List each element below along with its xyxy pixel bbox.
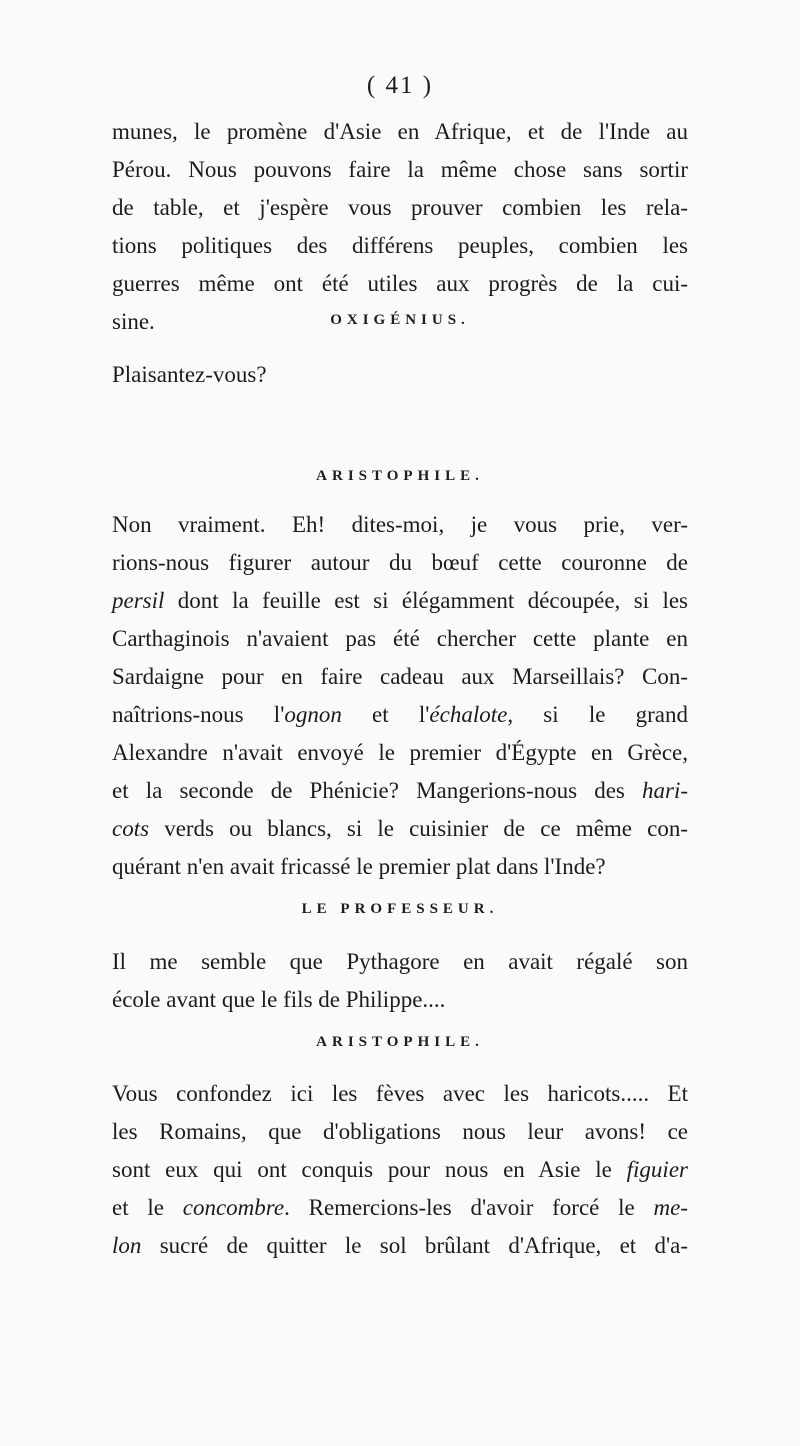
text-line: guerres même ont été utiles aux progrès de la cui-	[112, 271, 688, 296]
italic-term: échalote	[429, 702, 508, 727]
text-span: , si le grand	[507, 702, 688, 727]
text-line: les Romains, que d'obligations nous leur avons! ce	[112, 1119, 688, 1144]
text-line: Il me semble que Pythagore en avait régalé son	[112, 949, 688, 974]
italic-term: concombre	[182, 1195, 285, 1220]
text-line: école avant que le fils de Philippe....	[112, 987, 446, 1012]
text-line: Carthaginois n'avaient pas été chercher cette plante en	[112, 626, 688, 651]
paragraph-aristophile-2	[112, 1075, 688, 1265]
text-span: verds ou blancs, si le cuisinier de ce même con-	[149, 816, 688, 841]
paragraph-professeur	[112, 943, 688, 1019]
text-line	[112, 772, 688, 810]
text-span: naîtrions-nous l'	[112, 702, 285, 727]
page-number: ( 41 )	[366, 72, 434, 99]
text-line	[112, 582, 688, 620]
text-line: sine.	[112, 309, 155, 334]
paragraph-intro	[112, 113, 688, 341]
paragraph-oxigenius	[112, 356, 688, 394]
text-line	[112, 1189, 688, 1227]
speaker-name: LE PROFESSEUR.	[301, 901, 499, 917]
italic-term: lon	[112, 1233, 142, 1258]
text-span: sont eux qui ont conquis pour nous en Asie le	[112, 1157, 627, 1182]
italic-term: ognon	[284, 702, 342, 727]
text-line: munes, le promène d'Asie en Afrique, et de l'Inde au	[112, 119, 688, 144]
text-line	[112, 810, 688, 848]
text-line: rions-nous figurer autour du bœuf cette couronne de	[112, 550, 688, 575]
italic-term: cots	[112, 816, 150, 841]
italic-term: figuier	[626, 1157, 688, 1182]
text-span: et le	[112, 1195, 183, 1220]
speaker-name: OXIGÉNIUS.	[330, 312, 470, 328]
text-line	[112, 1227, 688, 1265]
text-line: quérant n'en avait fricassé le premier plat dans l'Inde?	[112, 854, 606, 879]
text-line: de table, et j'espère vous prouver combien les rela-	[112, 195, 688, 220]
italic-term: persil	[112, 588, 165, 613]
text-line: Sardaigne pour en faire cadeau aux Marseillais? Con-	[112, 664, 688, 689]
text-span: et l'	[341, 702, 430, 727]
text-line: Vous confondez ici les fèves avec les haricots..... Et	[112, 1081, 688, 1106]
text-span: . Remercions-les d'avoir forcé le	[284, 1195, 654, 1220]
text-span: dont la feuille est si élégamment découpée, si les	[164, 588, 688, 613]
italic-term: hari-	[642, 778, 688, 803]
text-line: Plaisantez-vous?	[112, 362, 267, 387]
text-line: Alexandre n'avait envoyé le premier d'Égypte en Grèce,	[112, 740, 688, 765]
text-line: tions politiques des différens peuples, combien les	[112, 233, 688, 258]
text-line	[112, 696, 688, 734]
paragraph-aristophile-1	[112, 506, 688, 886]
text-line	[112, 1151, 688, 1189]
speaker-name: ARISTOPHILE.	[316, 1034, 484, 1050]
italic-term: me-	[653, 1195, 688, 1220]
text-span: sucré de quitter le sol brûlant d'Afrique, et d'a-	[141, 1233, 688, 1258]
text-line: Non vraiment. Eh! dites-moi, je vous prie, ver-	[112, 512, 688, 537]
text-line: Pérou. Nous pouvons faire la même chose sans sortir	[112, 157, 688, 182]
speaker-name: ARISTOPHILE.	[316, 468, 484, 484]
text-span: et la seconde de Phénicie? Mangerions-nous des	[112, 778, 642, 803]
